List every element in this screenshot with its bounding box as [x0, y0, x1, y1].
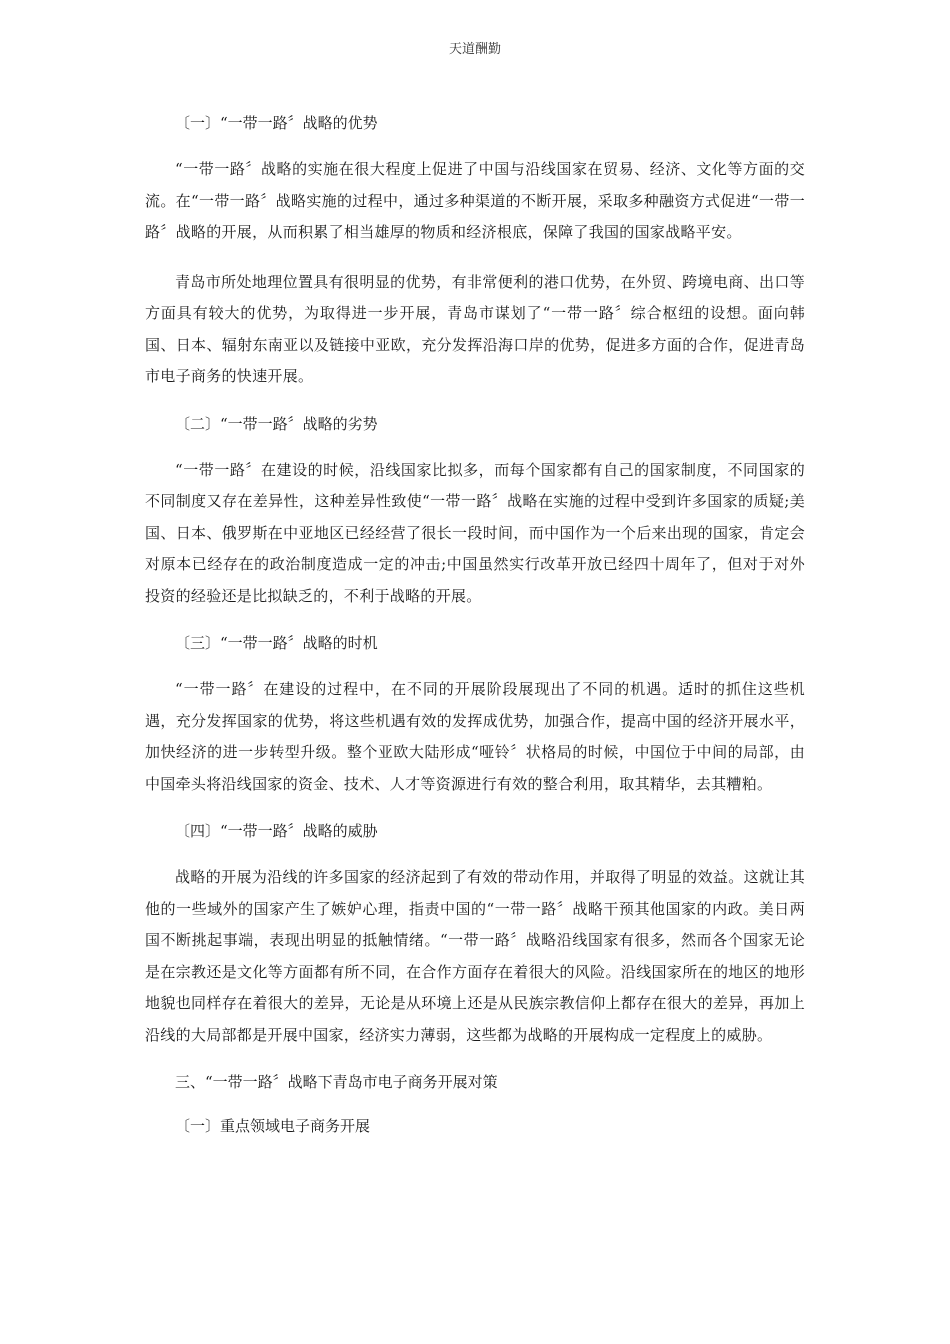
section-heading: 〔三〕“一带一路〞战略的时机: [175, 634, 378, 652]
section-heading: 三、“一带一路〞战略下青岛市电子商务开展对策: [175, 1073, 498, 1091]
subsection-heading: 〔一〕重点领域电子商务开展: [175, 1117, 371, 1135]
section-heading: 〔一〕“一带一路〞战略的优势: [175, 114, 378, 132]
section-heading: 〔二〕“一带一路〞战略的劣势: [175, 414, 378, 433]
paragraph: 青岛市所处地理位置具有很明显的优势，有非常便利的港口优势，在外贸、跨境电商、出口等方面具有较大的优势，为取得进一步开展，青岛市谋划了“一带一路〞综合枢纽的设想。面向韩国、日本、辐射东南亚以及链接中亚欧，充分发挥沿海口岸的优势，促进多方面的合作，促进青岛市电子商务的快速开展。: [145, 272, 805, 385]
paragraph: 战略的开展为沿线的许多国家的经济起到了有效的带动作用，并取得了明显的效益。这就让其他的一些域外的国家产生了嫉妒心理，指责中国的“一带一路〞战略干预其他国家的内政。美日两国不断挑起事端，表现出明显的抵触情绪。“一带一路〞战略沿线国家有很多，然而各个国家无论是在宗教还是文化等方面都有所不同，在合作方面存在着很大的风险。沿线国家所在的地区的地形地貌也同样存在着很大的差异，无论是从环境上还是从民族宗教信仰上都存在很大的差异，再加上沿线的大局部都是开展中国家，经济实力薄弱，这些都为战略的开展构成一定程度上的威胁。: [145, 868, 805, 1044]
section-heading: 〔四〕“一带一路〞战略的威胁: [175, 822, 378, 840]
document-body: [145, 110, 805, 1157]
paragraph: “一带一路〞战略的实施在很大程度上促进了中国与沿线国家在贸易、经济、文化等方面的交流。在“一带一路〞战略实施的过程中，通过多种渠道的不断开展，采取多种融资方式促进“一带一路〞战略的开展，从而积累了相当雄厚的物质和经济根底，保障了我国的国家战略平安。: [145, 160, 805, 241]
page-header: 天道酬勤: [448, 42, 501, 57]
paragraph: “一带一路〞在建设的过程中，在不同的开展阶段展现出了不同的机遇。适时的抓住这些机遇，充分发挥国家的优势，将这些机遇有效的发挥成优势，加强合作，提高中国的经济开展水平，加快经济的进一步转型升级。整个亚欧大陆形成“哑铃〞状格局的时候，中国位于中间的局部，由中国牵头将沿线国家的资金、技术、人才等资源进行有效的整合利用，取其精华，去其糟粕。: [145, 680, 805, 793]
paragraph: “一带一路〞在建设的时候，沿线国家比拟多，而每个国家都有自己的国家制度，不同国家的不同制度又存在差异性，这种差异性致使“一带一路〞战略在实施的过程中受到许多国家的质疑;美国、日本、俄罗斯在中亚地区已经经营了很长一段时间，而中国作为一个后来出现的国家，肯定会对原本已经存在的政治制度造成一定的冲击;中国虽然实行改革开放已经四十周年了，但对于对外投资的经验还是比拟缺乏的，不利于战略的开展。: [145, 460, 805, 605]
